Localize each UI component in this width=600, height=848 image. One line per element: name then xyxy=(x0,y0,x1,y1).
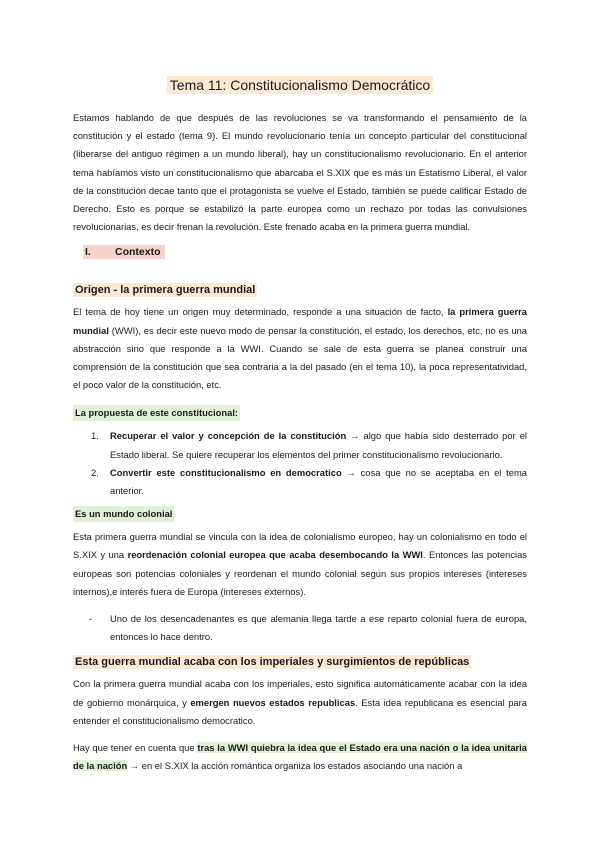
propuesta-list xyxy=(73,427,527,500)
section-label: Contexto xyxy=(111,245,165,259)
section-number: I. xyxy=(83,245,111,259)
heading-propuesta: La propuesta de este constitucional: xyxy=(73,405,240,421)
heading-colonial: Es un mundo colonial xyxy=(73,506,174,522)
origen-text-before: El tema de hoy tiene un origen muy determinado, responde a una situación de facto, xyxy=(73,306,448,318)
list-item-text: → algo que había sido desterrado por el Estado liberal. Se quiere recuperar los elementos del primer constitucionalismo revolucionario. xyxy=(110,430,527,460)
section-heading-contexto xyxy=(73,245,527,259)
colonial-text-bold: reordenación colonial europea que acaba desembocando la WWI xyxy=(127,549,423,561)
intro-paragraph: Estamos hablando de que después de las revoluciones se va transformando el pensamiento de la constitución y el estado (tema 9). El mundo revolucionario tenía un concepto particular del constitucional (liberarse del antiguo régimen a un mundo liberal), hay un constitucionalismo revolucionario. En el anterior tema habíamos visto un constitucionalismo que abarcaba el S.XIX que es más un Estatismo Liberal, el valor de la constitución decae tanto que el protagonista se vuelve el Estado, también se puede calificar Estado de Derecho. Esto es porque se estabilizó la parte europea como un rechazo por todas las convulsiones revolucionarias, es decir frenan la revolución. Este frenado acaba en la primera guerra mundial. xyxy=(73,112,527,233)
list-item-text: → cosa que no se aceptaba en el tema anterior. xyxy=(110,466,528,497)
list-item xyxy=(73,610,527,646)
imperiales-p1-before: Con la primera guerra mundial acaba con los imperiales, esto significa automáticamente acabar con la idea de gobierno monárquica, y xyxy=(73,678,527,708)
imperiales-paragraph-1 xyxy=(73,675,527,730)
page-title: Tema 11: Constitucionalismo Democrático xyxy=(167,76,433,94)
origen-text-bold: la primera guerra mundial xyxy=(73,306,527,336)
imperiales-p2-before: Hay que tener en cuenta que xyxy=(73,742,198,754)
list-number: 1. xyxy=(91,430,99,442)
heading-origen: Origen - la primera guerra mundial xyxy=(75,284,256,297)
heading-imperiales: Esta guerra mundial acaba con los imperiales y surgimientos de repúblicas xyxy=(75,656,470,669)
imperiales-p1-after: . Esta idea republicana es esencial para entender el constitucionalismo democratico. xyxy=(73,696,527,726)
origen-paragraph xyxy=(73,303,527,394)
colonial-text-after: . Entonces las potencias europeas son potencias coloniales y reordenan el mundo colonial según sus propios intereses (intereses internos),e interés fuera de Europa (intereses externos). xyxy=(73,549,527,597)
colonial-bullets xyxy=(73,610,527,646)
list-item xyxy=(73,464,527,500)
list-number: 2. xyxy=(91,466,99,478)
bullet-text: Uno de los desencadenantes es que alemania llega tarde a ese reparto colonial fuera de europa, entonces lo hace dentro. xyxy=(110,613,527,643)
colonial-paragraph xyxy=(73,528,527,601)
dash-bullet: - xyxy=(89,613,93,625)
imperiales-paragraph-2 xyxy=(73,739,527,775)
title-wrap xyxy=(73,76,527,95)
origen-text-after: (WWI), es decir este nuevo modo de pensar la constitución, el estado, los derechos, etc, no es una abstracción sino que responde a la WWI. Cuando se sale de esta guerra se planea construir una comprensión de la constitución que sea contraria a la del pasado (en el tema 10), la poca representatividad, el poco valor de la constitución, etc. xyxy=(73,324,527,391)
list-item-bold: Recuperar el valor y concepción de la constitución xyxy=(110,430,347,442)
list-item-bold: Convertir este constitucionalismo en democratico xyxy=(110,466,342,478)
imperiales-p2-highlight: tras la WWI quiebra la idea que el Estado era una nación o la idea unitaria de la nación xyxy=(73,742,527,772)
list-item xyxy=(73,427,527,463)
colonial-text-before: Esta primera guerra mundial se vincula con la idea de colonialismo europeo, hay un colonialismo en todo el S.XIX y una xyxy=(73,531,527,561)
imperiales-p2-after: → en el S.XIX la acción romántica organiza los estados asociando una nación a xyxy=(127,760,463,772)
imperiales-p1-bold: emergen nuevos estados republicas xyxy=(190,696,356,708)
